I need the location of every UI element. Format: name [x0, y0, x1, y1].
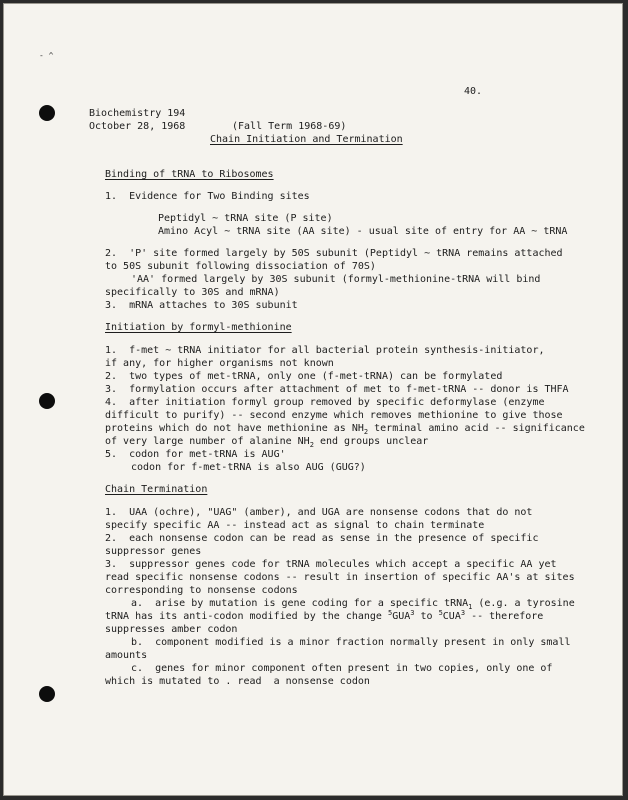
s3-sub-a-line2-b: -- therefore	[465, 611, 544, 622]
document-page	[3, 3, 623, 796]
s1-item3: 3. mRNA attaches to 30S subunit	[105, 300, 298, 311]
s3-prime-5a: 5	[387, 609, 393, 617]
s3-line7: corresponding to nonsense codons	[105, 585, 298, 596]
s3-line1: 1. UAA (ochre), "UAG" (amber), and UGA are nonsense codons that do not	[105, 507, 533, 518]
s3-to: to	[414, 611, 439, 622]
s2-line2: if any, for higher organisms not known	[105, 358, 334, 369]
s3-line5: 3. suppressor genes code for tRNA molecules which accept a specific AA yet	[105, 559, 557, 570]
s2-line7-sub: 2	[363, 428, 369, 436]
page-number: 40.	[464, 86, 483, 97]
s2-line8-sub: 2	[309, 441, 314, 449]
s3-line6: read specific nonsense codons -- result in insertion of specific AA's at sites	[105, 572, 575, 583]
s1-item1: 1. Evidence for Two Binding sites	[105, 191, 310, 202]
section-heading-initiation: Initiation by formyl-methionine	[105, 322, 292, 333]
s2-line8-b: end groups unclear	[313, 436, 429, 447]
course-name: Biochemistry 194	[89, 108, 186, 119]
s3-codon-gua: GUA	[392, 611, 411, 622]
s3-line2: specify specific AA -- instead act as signal to chain terminate	[105, 520, 485, 531]
s2-line1: 1. f-met ~ tRNA initiator for all bacterial protein synthesis-initiator,	[105, 345, 545, 356]
s2-line7-b: terminal amino acid -- significance	[368, 423, 585, 434]
s3-sub-a-line2-a: tRNA has its anti-codon modified by the change	[105, 611, 388, 622]
section-heading-binding: Binding of tRNA to Ribosomes	[105, 169, 274, 180]
s3-sub-b-line1: b. component modified is a minor fraction normally present in only small	[131, 637, 571, 648]
punch-hole-middle	[39, 393, 55, 409]
s1-item2-line4: specifically to 30S and mRNA)	[105, 287, 280, 298]
s2-line4: 3. formylation occurs after attachment of met to f-met-tRNA -- donor is THFA	[105, 384, 569, 395]
s3-line4: suppressor genes	[105, 546, 202, 557]
s3-sub-a-line1-sub: 1	[468, 603, 473, 611]
s2-line9: 5. codon for met-tRNA is AUG'	[105, 449, 286, 460]
s3-sub-a-line3: suppresses amber codon	[105, 624, 238, 635]
s1-item2-line3: 'AA' formed largely by 30S subunit (formyl-methionine-tRNA will bind	[131, 274, 541, 285]
lecture-date: October 28, 1968	[89, 121, 186, 132]
document-title: Chain Initiation and Termination	[210, 134, 403, 145]
s1-item2-line2: to 50S subunit following dissociation of 70S)	[105, 261, 376, 272]
s3-line3: 2. each nonsense codon can be read as sense in the presence of specific	[105, 533, 539, 544]
punch-hole-top	[39, 105, 55, 121]
s3-sub-a-line1-a: a. arise by mutation is gene coding for a specific tRNA	[131, 598, 469, 609]
s2-line7-a: proteins which do not have methionine as NH	[105, 423, 364, 434]
s1-site-aa: Amino Acyl ~ tRNA site (AA site) - usual site of entry for AA ~ tRNA	[158, 226, 568, 237]
s3-sub-c-line1: c. genes for minor component often present in two copies, only one of	[131, 663, 553, 674]
s2-line3: 2. two types of met-tRNA, only one (f-met-tRNA) can be formylated	[105, 371, 503, 382]
s2-line8-a: of very large number of alanine NH	[105, 436, 310, 447]
s3-sub-b-line2: amounts	[105, 650, 148, 661]
s3-prime-3a: 3	[410, 609, 415, 617]
s2-line6: difficult to purify) -- second enzyme which removes methionine to give those	[105, 410, 563, 421]
s3-codon-cua: CUA	[442, 611, 461, 622]
s2-line8	[105, 435, 428, 448]
s3-sub-c-line2: which is mutated to . read a nonsense codon	[105, 676, 370, 687]
s3-sub-a-line1	[131, 597, 575, 610]
s2-line10: codon for f-met-tRNA is also AUG (GUG?)	[131, 462, 366, 473]
s2-line5: 4. after initiation formyl group removed by specific deformylase (enzyme	[105, 397, 545, 408]
s3-prime-5b: 5	[438, 609, 443, 617]
punch-hole-bottom	[39, 686, 55, 702]
s1-item2-line1: 2. 'P' site formed largely by 50S subunit (Peptidyl ~ tRNA remains attached	[105, 248, 563, 259]
term-label: (Fall Term 1968-69)	[232, 121, 347, 132]
s2-line7	[105, 422, 585, 435]
section-heading-termination: Chain Termination	[105, 484, 208, 495]
s3-sub-a-line1-b: (e.g. a tyrosine	[472, 598, 575, 609]
s3-prime-3b: 3	[460, 609, 466, 617]
s1-site-p: Peptidyl ~ tRNA site (P site)	[158, 213, 333, 224]
s3-sub-a-line2	[105, 610, 543, 623]
stray-marks: - ^	[39, 51, 54, 60]
